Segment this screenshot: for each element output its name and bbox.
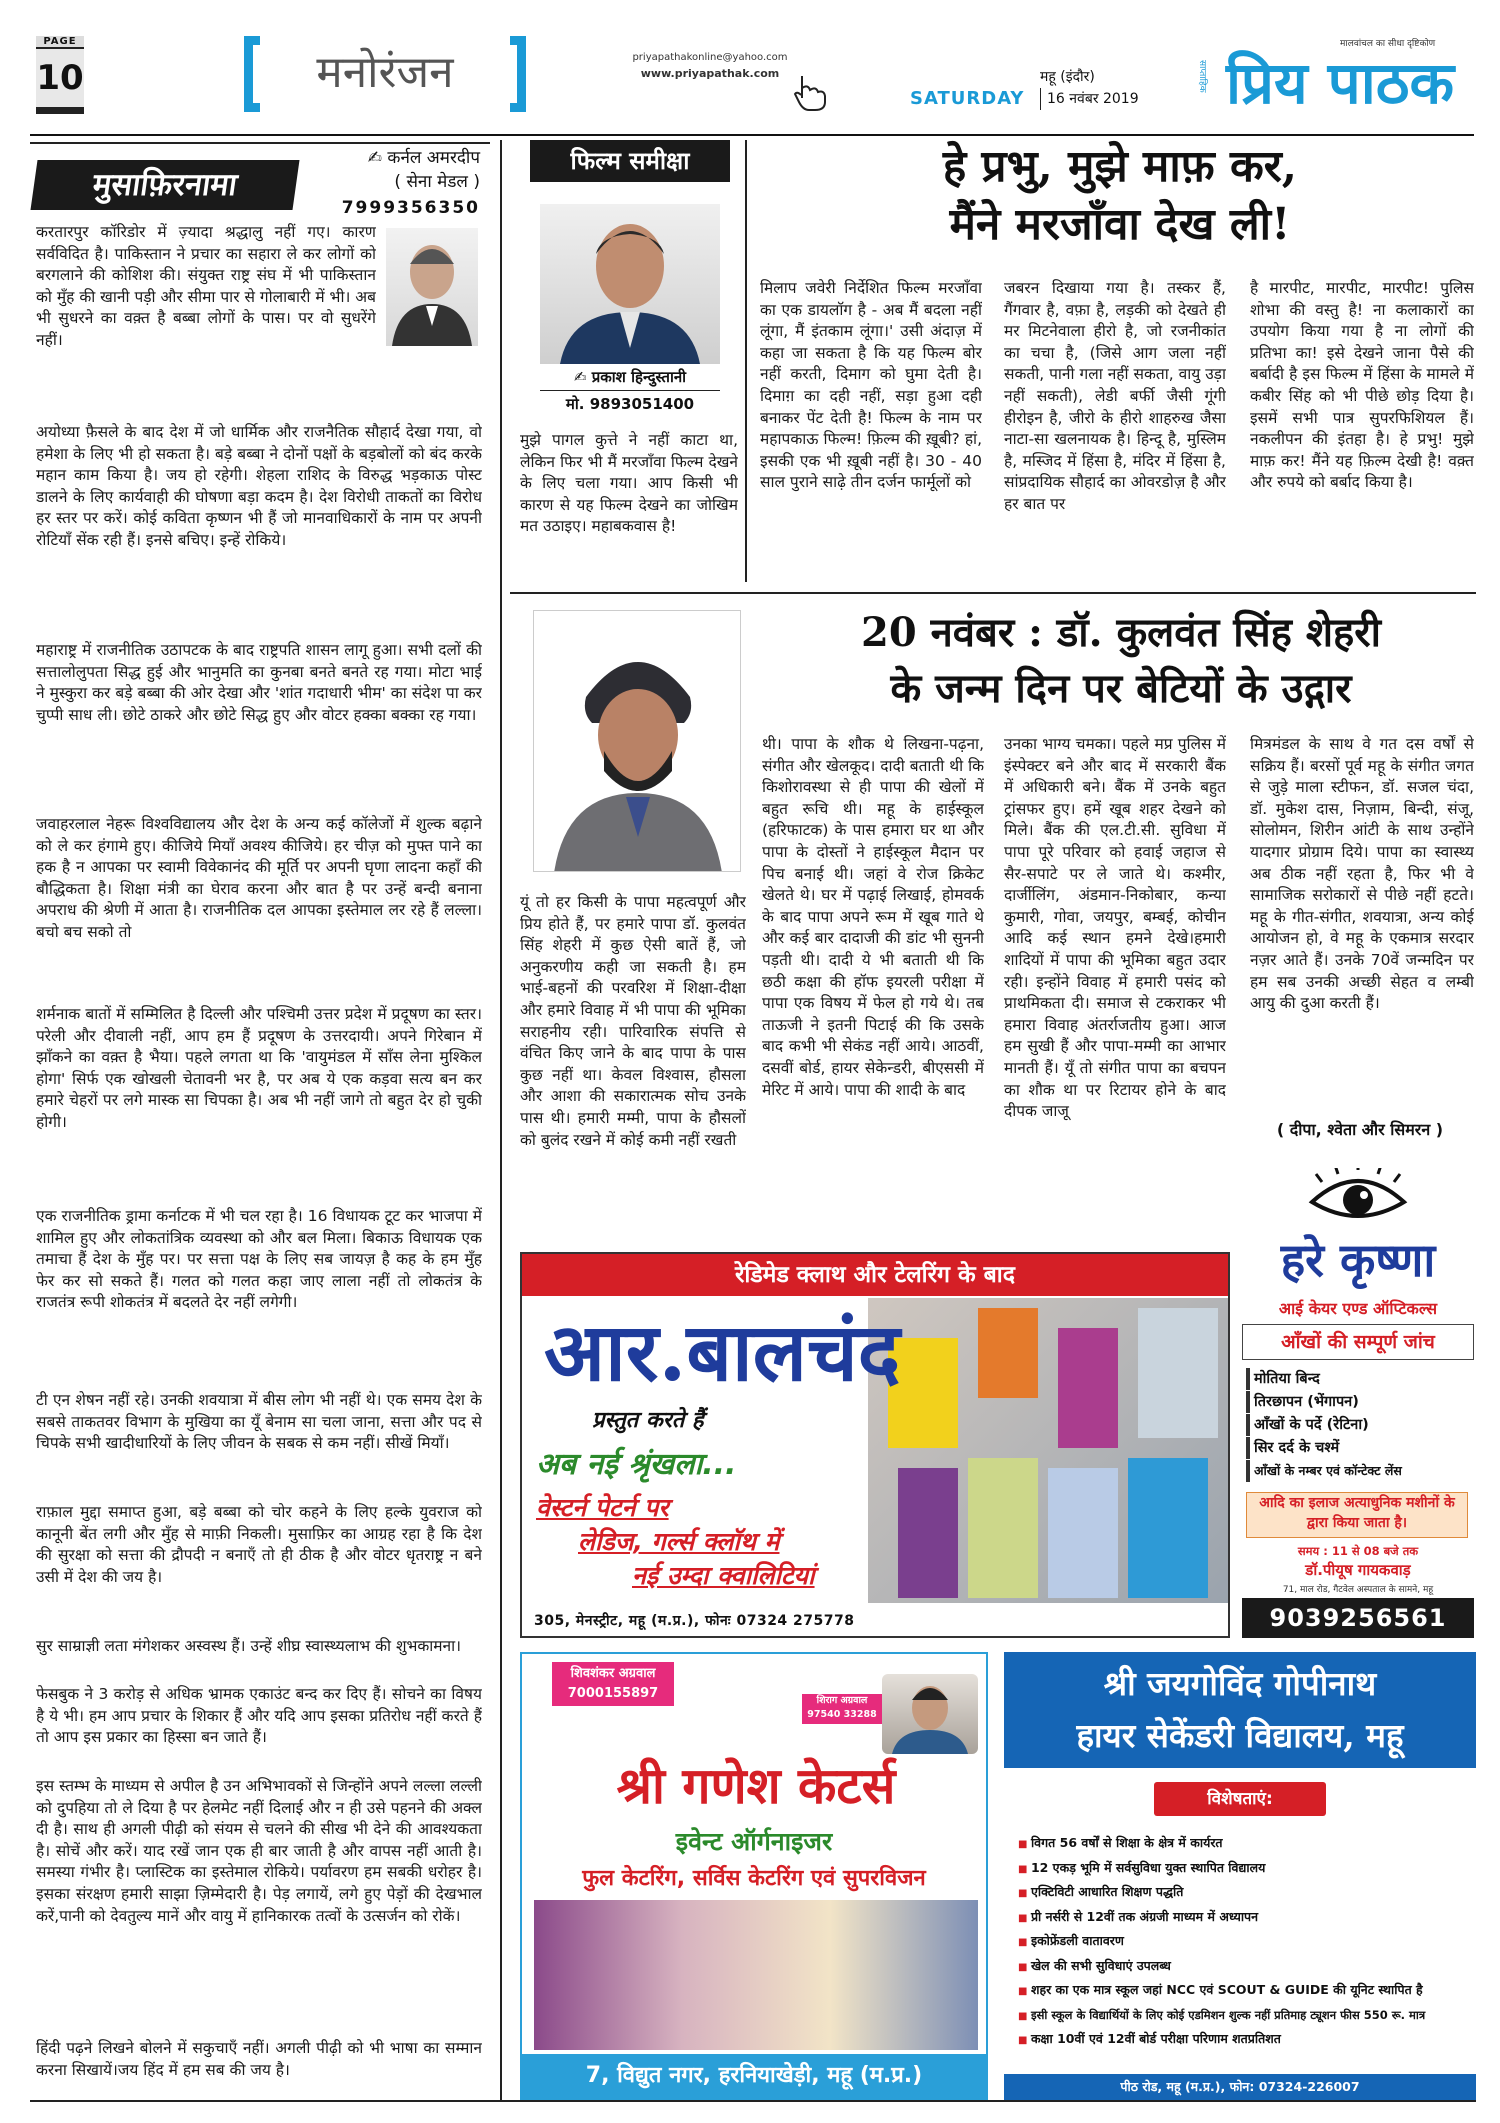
paragraph: अयोध्या फ़ैसले के बाद देश में जो धार्मिक और राजनैतिक सौहार्द देखा गया, वो हमेशा के लिए भी हो सकता है। बड़े बब्बा ने दोनों पक्षों के बड़बोलों को बंद करके महान काम किया है। जय हो रहेगी। शेहला राशिद के विरुद्ध भड़काऊ पोस्ट डालने के लिए कार्यवाही की घोषणा बड़ा कदम है। देश विरोधी ताकतों का विरोध हर स्तर पर करें। कोई कविता कृष्णन भी हैं जो मानवाधिकारों के नाम पर अपनी रोटियाँ सेंक रही हैं। इनसे बचिए। इन्हें रोकिये। [36,423,482,549]
paragraph: करतारपुर कॉरिडोर में ज़्यादा श्रद्धालु नहीं गए। कारण सर्वविदित है। पाकिस्तान ने प्रचार का सहारा ले कर लोगों को बरगलाने की कोशिश की। संयुक्त राष्ट्र संघ में भी पाकिस्तान को मुँह की खानी पड़ी और सीमा पार से गोलाबारी में भी। अब भी सुधरने का वक़्त है बब्बा लोगों के पास। पर वो सुधरेंगे नहीं। [36,223,376,349]
birthday-headline [768,605,1474,717]
section-title: मनोरंजन [316,47,454,98]
ad-subtitle: आई केयर एण्ड ऑप्टिकल्स [1278,1299,1438,1318]
list-item: आँखों के नम्बर एवं कॉन्टेक्ट लेंस [1246,1460,1468,1482]
list-item: ■ एक्टिविटी आधारित शिक्षण पद्धति [1018,1881,1468,1906]
reviewer-phone: मो. 9893051400 [540,390,720,417]
birthday-column-2: उनका भाग्य चमका। पहले मप्र पुलिस में इंस्पेक्टर बने और बाद में सरकारी बैंक में अधिकारी बने। बैंक में उनके बहुत ट्रांसफर हुए। हमें खूब शहर देखने को मिले। बैंक की एल.टी.सी. सुविधा में पापा पूरे परिवार को हवाई जहाज से सैर-सपाटे पर ले जाते थे। कश्मीर, दार्जीलिंग, अंडमान-निकोबार, कन्या कुमारी, गोवा, जयपुर, बम्बई, कोचीन आदि कई स्थान हमने देखे।हमारी शादियों में पापा की भूमिका बहुत उदार रही। इन्होंने विवाह में हमारी पसंद को प्राथमिकता दी। समाज से टकराकर भी हमारा विवाह अंतर्राजतीय हुआ। आज हम सुखी हैं और पापा-मम्मी का आभार मानती हैं। यूँ तो संगीत पापा का बचपन का शौक था पर रिटायर होने के बाद दीपक जाजू [1004,735,1226,1121]
paragraph: इस स्तम्भ के माध्यम से अपील है उन अभिभावकों से जिन्होंने अपने लल्ला लल्ली को दुपहिया तो ले दिया है पर हेलमेट नहीं दिलाई और न ही उसे पहनने की अक्ल दी है। साथ ही अगली पीढ़ी को संयम से चलने की सीख भी देने की आवश्यकता है। सोचें और करें। याद रखें जान एक ही बार जाती है और वापस नहीं आती है। समस्या गंभीर है। प्लास्टिक का इस्तेमाल रोकिये। पर्यावरण हम सबकी धरोहर है। इसका संरक्षण हमारी साझा ज़िम्मेदारी है। पेड़ लगायें, लगे हुए पेड़ों की देखभाल करें,पानी को देवतुल्य मानें और वायु में हानिकारक तत्वों के उत्सर्जन को रोकें। [36,1777,482,1925]
contact-person: शिवशंकर अग्रवाल [570,1666,656,1681]
column-rule [30,142,490,144]
review-column-3: है मारपीट, मारपीट, मारपीट! पुलिस शोभा की वस्तु है! ना कलाकारों का उपयोग किया गया है ना लोगों की प्रतिभा का! इसे देखने जाना पैसे की बर्बादी है इस फिल्म में हिंसा के मामले में कबीर सिंह को भी पीछे छोड़ दिया है। इसमें सभी पात्र सुपरफिशियल हैं। नकलीपन की इंतहा है। हे प्रभु! मुझे माफ़ कर! मैंने यह फ़िल्म देखी है! वक़्त और रुपये को बर्बाद किया है। [1250,279,1474,492]
features-list [1018,1832,1468,2053]
list-item: ■ इसी स्कूल के विद्यार्थियों के लिए कोई एडमिशन शुल्क नहीं प्रतिमाह ट्यूशन फीस 550 रू. मात्र [1018,2004,1468,2029]
ad-address: पीठ रोड, महू (म.प्र.), फोन: 07324-226007 [1004,2074,1476,2100]
kulwant-singh-photo [533,610,741,872]
contact-phone: 97540 33288 [807,1709,877,1720]
reviewer-name: ✍ प्रकाश हिन्दुस्तानी [573,368,687,386]
date: 16 नवंबर 2019 [1040,88,1139,110]
list-item: ■ शहर का एक मात्र स्कूल जहां NCC एवं SCOUT & GUIDE की यूनिट स्थापित है [1018,1979,1468,2004]
paragraph: शर्मनाक बातों में सम्मिलित है दिल्ली और पश्चिमी उत्तर प्रदेश में प्रदूषण का स्तर। परेली और दीवाली नहीं, आप हम हैं प्रदूषण के उत्तरदायी। अपने गिरेबान में झाँकने का वक़्त है भैया। पहले लगता था कि 'वायुमंडल में साँस लेना मुश्किल होगा' सिर्फ एक खोखली चेतावनी भर है, पर अब ये एक कड़वा सत्य बन कर हमारे चेहरों पर लगे मास्क सा चिपका है। अब भी नहीं जागे तो बहुत देर हो चुकी होगी। [36,1005,482,1131]
ad-presents: प्रस्तुत करते हैं [592,1408,704,1433]
contact-email[interactable]: priyapathakonline@yahoo.com [632,52,788,63]
contact-website[interactable]: www.priyapathak.com [640,67,780,80]
eye-icon [1308,1168,1408,1228]
contact-block [600,50,820,82]
column-author [310,146,480,194]
ad-ganesh-caterers[interactable] [520,1652,988,2100]
paragraph: फेसबुक ने 3 करोड़ से अधिक भ्रामक एकाउंट बन्द कर दिए हैं। सोचने का विषय है ये भी। हम आप प्रचार के शिकार हैं और यदि आप इसका प्रतिरोध नहीं करते हैं तो आप इस प्रकार का हिस्सा बन जाते हैं। [36,1685,482,1747]
paragraph: राफ़ाल मुद्दा समाप्त हुआ, बड़े बब्बा को चोर कहने के लिए हल्के युवराज को कानूनी बेंत लगी और मुँह से माफ़ी निकली। मुसाफ़िर का आग्रह रहा है कि देश की सुरक्षा को सत्ता की द्रौपदी न बनाएँ तो ही ठीक है और वोटर धृतराष्ट्र न बने उसी में देश की जय है। [36,1503,482,1586]
page-label: PAGE [36,36,84,47]
paragraph: एक राजनीतिक ड्रामा कर्नाटक में भी चल रहा है। 16 विधायक टूट कर भाजपा में शामिल हुए और लोकतांत्रिक व्यवस्था को और बल मिला। बिकाऊ विधायक एक तमाचा हैं देश के मुँह पर। पर सत्ता पक्ष के लिए सब जायज़ है कह के हम मुँह फेर कर सो सकते हैं। गलत को गलत कहा जाए लाला नहीं तो लोकतंत्र के राजतंत्र रूपी शोकतंत्र में बदलते देर नहीं लगेगी। [36,1207,482,1312]
ad-address: 7, विद्युत नगर, हरनियाखेड़ी, महू (म.प्र.) [522,2054,986,2098]
list-item: ■ खेल की सभी सुविधाएं उपलब्ध [1018,1955,1468,1980]
ad-hare-krishna[interactable] [1242,1162,1474,1638]
page-number: 10 [36,49,84,107]
ad-school[interactable] [1004,1652,1476,2100]
ad-line-1: वेस्टर्न पेटर्न पर [536,1493,669,1522]
paragraph: हिंदी पढ़ने लिखने बोलने में सकुचाएँ नहीं। अगली पीढ़ी को भी भाषा का सम्मान करना सिखायें।जय हिंद में हम सब की जय है। [36,2039,482,2079]
birthday-headline-line1: 20 नवंबर : डॉ. कुलवंत सिंह शेहरी [861,609,1381,656]
column-title: मुसाफ़िरनामा [30,160,299,210]
review-headline [760,138,1480,254]
ad-school-name [1004,1652,1476,1768]
paragraph: सुर साम्राज्ञी लता मंगेशकर अस्वस्थ हैं। उन्हें शीघ्र स्वास्थ्यलाभ की शुभकामना। [36,1637,462,1655]
ad-series: अब नई श्रृंखला... [536,1447,737,1482]
contact-phone: 7000155897 [567,1686,659,1701]
school-name-line2: हायर सेकेंडरी विद्यालय, महू [1076,1716,1404,1755]
ad-business-name: आर.बालचंद [544,1305,901,1399]
list-item: ■ इकोफ्रेंडली वातावरण [1018,1930,1468,1955]
ad-address: 71, माल रोड, गैटवेल अस्पताल के सामने, महू [1282,1585,1434,1595]
review-headline-line2: मैंने मरजाँवा देख ली! [949,199,1291,250]
newspaper-logo: प्रिय पाठक [1225,49,1455,117]
ad-balchand[interactable] [520,1252,1230,1638]
paragraph: महाराष्ट्र में राजनीतिक उठापटक के बाद राष्ट्रपति शासन लागू हुआ। सभी दलों की सत्तालोलुपता सिद्ध हुई और भानुमति का कुनबा बनते बनते रह गया। मोटा भाई ने मुस्कुरा कर बड़े बब्बा की ओर देखा और 'शांत गदाधारी भीम' का संदेश पा कर चुप्पी साध ली। छोटे ठाकरे और छोटे सिद्ध हुए और वोटर हक्का बक्का रह गया। [36,641,482,724]
features-label: विशेषताएं: [1154,1782,1326,1816]
page-number-badge [36,36,84,114]
list-item: सिर दर्द के चश्में [1246,1437,1468,1459]
ad-garments-photo [868,1298,1230,1603]
ad-business-name: हरे कृष्णा [1280,1233,1436,1287]
ad-catering-photo [534,1900,978,2050]
birthday-column-3: मित्रमंडल के साथ वे गत दस वर्षों से सक्रिय हैं। बरसों पूर्व महू के संगीत जगत से जुड़े माला स्टीफन, डॉ. सजल चंदा, डॉ. मुकेश दास, निज़ाम, बिन्दी, संजू, सोलोमन, शिरीन आंटी के साथ उन्होंने यादगार प्रोग्राम दिये। पापा का स्वास्थ्य अब ठीक नहीं रहता है, फिर भी वे सामाजिक सरोकारों से पीछे नहीं हटते। महू के गीत-संगीत, शवयात्रा, अन्य कोई आयोजन हो, वे महू के एकमात्र सरदार नज़र आते हैं। उनके 70वें जन्मदिन पर हम सब उनकी अच्छी सेहत व लम्बी आयु की दुआ करती हैं। [1250,735,1474,1013]
review-headline-line1: हे प्रभु, मुझे माफ़ कर, [942,141,1298,192]
author-phone: 7999356350 [341,198,480,218]
ad-line-2: लेडिज, गर्ल्स क्लॉथ में [578,1527,780,1556]
birthday-signature: ( दीपा, श्वेता और सिमरन ) [1276,1120,1444,1139]
city: महू (इंदौर) [1040,69,1095,85]
ad-timing: समय : 11 से 08 बजे तक [1297,1544,1419,1558]
contact-person: शिराग अग्रवाल [816,1695,868,1706]
proprietor-photo [882,1674,978,1754]
ad-address: 305, मेनस्ट्रीट, महू (म.प्र.), फोनः 07324 275778 [522,1606,1228,1636]
ad-event-label: इवेन्ट ऑर्गनाइजर [675,1827,833,1856]
ad-banner: रेडिमेड क्लाथ और टेलरिंग के बाद [522,1254,1228,1296]
logo-weekly-label: साप्ताहिक [1197,60,1207,93]
section-bracket-right [510,36,526,112]
masthead-rule [30,134,1474,136]
logo-tagline: मालवांचल का सीधा दृष्टिकोण [1340,39,1436,49]
review-column-2: जबरन दिखाया गया है। तस्कर हैं, गैंगवार है, वफ़ा है, लड़की को देखते ही मर मिटनेवाला हीरो है, जो रजनीकांत का चचा है, (जिसे आग जला नहीं सकती, पानी गला नहीं सकता, वायु उड़ा नहीं सकती), लेडी बर्फी जैसी गूंगी हीरोइन है, जीरो के हीरो शाहरुख जैसा नाटा-सा खलनायक है। हिन्दू है, मुस्लिम है, मस्जिद में हिंसा है, मंदिर में हिंसा है, सांप्रदायिक सौहार्द का ओवरडोज़ है और हर बात पर [1004,279,1226,513]
list-item: ■ प्री नर्सरी से 12वीं तक अंग्रजी माध्यम में अध्यापन [1018,1906,1468,1931]
ad-doctor-name: डॉ.पीयूष गायकवाड़ [1305,1561,1411,1579]
page-bottom-rule [30,2100,1476,2102]
musafirnama-body [36,222,482,2104]
review-label: फिल्म समीक्षा [530,140,730,182]
ad-phone[interactable]: 9039256561 [1242,1598,1474,1638]
review-lead: मुझे पागल कुत्ते ने नहीं काटा था, लेकिन फिर भी मैं मरजाँवा फिल्म देखने के लिए चला गया। आप किसी भी कारण से यह फिल्म देखने का जोखिम मत उठाइए। महाबकवास है! [520,431,738,536]
ad-checkup-box: आँखों की सम्पूर्ण जांच [1242,1324,1474,1360]
ad-business-name: श्री गणेश केटर्स [616,1756,896,1815]
paragraph: टी एन शेषन नहीं रहे। उनकी शवयात्रा में बीस लोग भी नहीं थे। एक समय देश के सबसे ताकतवर विभाग के मुखिया का यूँ बेनाम सा चला जाना, सत्ता और पद से चिपके सभी खादीधारियों के लिए जीवन के सबक से कम नहीं। सीखें मियाँ। [36,1391,482,1453]
list-item: ■ 12 एकड़ भूमि में सर्वसुविधा युक्त स्थापित विद्यालय [1018,1857,1468,1882]
author-name: ✍ कर्नल अमरदीप [367,148,480,168]
list-item: मोतिया बिन्द [1246,1368,1468,1390]
school-name-line1: श्री जयगोविंद गोपीनाथ [1103,1664,1377,1703]
review-column-1: मिलाप जवेरी निर्देशित फिल्म मरजाँवा का एक डायलॉग है - अब मैं बदला नहीं लूंगा, मैं इंतकाम लूंगा।' उसी अंदाज़ में कहा जा सकता है कि यह फिल्म बोर नहीं करती, दिमाग को घुमा देती है। दिमाग़ का दही नहीं, सड़ा हुआ दही बनाकर पेंट देती है! फिल्म के नाम पर महापकाऊ फिल्म! फ़िल्म की ख़ूबी? हां, इसकी एक भी ख़ूबी नहीं है। 30 - 40 साल पुराने साढ़े तीन दर्जन फार्मूलों को [760,279,982,492]
ad-treatment-note: आदि का इलाज अत्याधुनिक मशीनों के द्वारा किया जाता है। [1246,1492,1468,1538]
ad-service-list [1246,1368,1468,1483]
column-divider [500,140,502,2100]
contact-tag-2 [802,1694,882,1724]
weekday: SATURDAY [910,88,1025,109]
list-item: ■ कक्षा 10वीं एवं 12वीं बोर्ड परीक्षा परिणाम शतप्रतिशत [1018,2028,1468,2053]
reviewer-photo [540,204,720,364]
list-item: ■ विगत 56 वर्षों से शिक्षा के क्षेत्र में कार्यरत [1018,1832,1468,1857]
birthday-column-1: थी। पापा के शौक थे लिखना-पढ़ना, संगीत और खेलकूद। दादी बताती थी कि किशोरावस्था से ही पापा की खेलों में बहुत रूचि थी। महू के हाईस्कूल (हरिफाटक) के पास हमारा घर था और पापा के दोस्तों ने हाईस्कूल मैदान पर पिच बनाई थी। जहां वे रोज क्रिकेट खेलते थे। घर में पढ़ाई लिखाई, होमवर्क के बाद पापा अपने रूम में खूब गाते थे और कई बार दादाजी की डांट भी सुननी पड़ती थी। दादी ये भी बताती थी कि छठी कक्षा की हॉफ इयरली परीक्षा में पापा एक विषय में फेल हो गये थे। तब ताऊजी ने इतनी पिटाई की कि उसके बाद कभी भी सेकंड नहीं आये। आठवीं, दसवीं बोर्ड, हायर सेकेन्डरी, बीएससी में मेरिट में आये। पापा की शादी के बाद [762,735,984,1099]
author-rank: ( सेना मेडल ) [394,172,480,192]
birthday-lead: यूं तो हर किसी के पापा महत्वपूर्ण और प्रिय होते हैं, पर हमारे पापा डॉ. कुलवंत सिंह शेहरी में कुछ ऐसी बातें हैं, जो अनुकरणीय कही जा सकती है। हम भाई-बहनों की परवरिश में शिक्षा-दीक्षा और हमारे विवाह में भी पापा की भूमिका सराहनीय रही। पारिवारिक संपत्ति से वंचित किए जाने के बाद पापा के पास कुछ नहीं था। केवल विश्वास, हौसला और आशा की सकारात्मक सोच उनके पास थी। हमारी मम्मी, पापा के हौसलों को बुलंद रखने में कोई कमी नहीं रखती [520,893,746,1149]
ad-line-3: नई उम्दा क्वालिटियां [632,1561,815,1590]
list-item: आँखों के पर्दे (रेटिना) [1246,1414,1468,1436]
review-divider [745,140,747,582]
dateline [1040,66,1139,110]
hand-pointer-icon [790,72,830,116]
ad-services: फुल केटरिंग, सर्विस केटरिंग एवं सुपरविजन [582,1866,926,1891]
paragraph: जवाहरलाल नेहरू विश्वविद्यालय और देश के अन्य कई कॉलेजों में शुल्क बढ़ाने को ले कर हंगामे हुए। कीजिये मियाँ अवश्य कीजिये। हर चीज़ को मुफ्त पाने का हक है न आपका पर स्वामी विवेकानंद की मूर्ति पर अपनी घृणा लादना कहाँ की बौद्धिकता है। शिक्षा मंत्री का घेराव करना और बात है पर उन्हें बन्दी बनाना अपराध की श्रेणी में आता है। राजनीतिक दल आपका इस्तेमाल लर रहे हैं लल्ला। बचो बच सको तो [36,815,482,941]
contact-tag-1 [552,1662,674,1706]
list-item: तिरछापन (भेंगापन) [1246,1391,1468,1413]
section-rule [510,592,1476,594]
birthday-headline-line2: के जन्म दिन पर बेटियों के उद्गार [890,665,1352,712]
